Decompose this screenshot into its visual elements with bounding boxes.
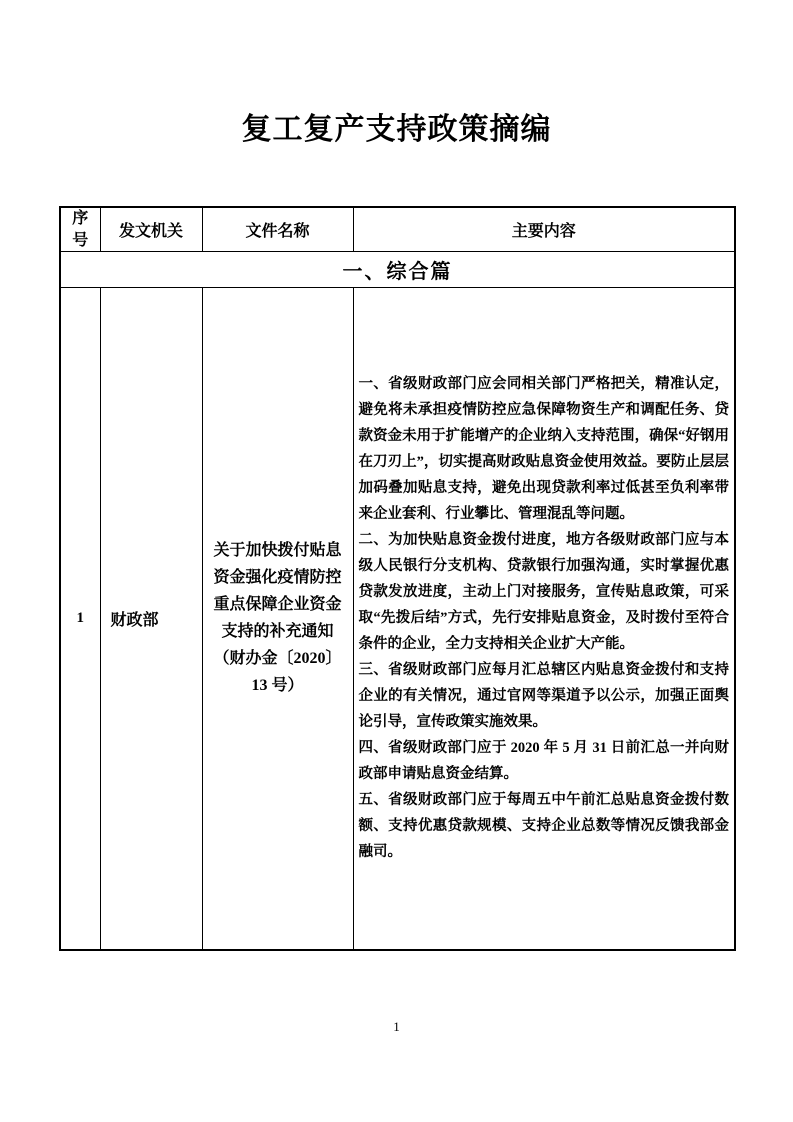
content-paragraph-5: 五、省级财政部门应于每周五中午前汇总贴息资金拨付数额、支持优惠贷款规模、支持企业总数等情况反馈我部金融司。 xyxy=(358,792,729,861)
content-paragraph-1: 一、省级财政部门应会同相关部门严格把关，精准认定，避免将未承担疫情防控应急保障物资生产和调配任务、贷款资金未用于扩能增产的企业纳入支持范围，确保“好钢用在刀刃上”，切实提高财政贴息资金使用效益。要防止层层加码叠加贴息支持，避免出现贷款利率过低甚至负利率带来企业套利、行业攀比、管理混乱等问题。 xyxy=(358,376,729,523)
row-agency: 财政部 xyxy=(100,288,202,950)
table-header-row xyxy=(60,207,735,252)
policy-table xyxy=(59,206,736,951)
page-title: 复工复产支持政策摘编 xyxy=(241,113,552,146)
content-paragraph-4: 四、省级财政部门应于 2020 年 5 月 31 日前汇总一并向财政部申请贴息资金结算。 xyxy=(358,740,729,783)
row-seq: 1 xyxy=(60,288,100,950)
content-paragraphs xyxy=(359,371,730,865)
section-row xyxy=(60,252,735,288)
content-paragraph-2: 二、为加快贴息资金拨付进度，地方各级财政部门应与本级人民银行分支机构、贷款银行加强沟通，实时掌握优惠贷款发放进度，主动上门对接服务，宣传贴息政策，可采取“先拨后结”方式，先行安排贴息资金，及时拨付至符合条件的企业，全力支持相关企业扩大产能。 xyxy=(358,532,729,653)
column-header-doc-title: 文件名称 xyxy=(202,207,353,252)
column-header-agency: 发文机关 xyxy=(100,207,202,252)
column-header-seq-label: 序号 xyxy=(72,210,89,249)
column-header-seq xyxy=(60,207,100,252)
row-doc-title: 关于加快拨付贴息资金强化疫情防控重点保障企业资金支持的补充通知（财办金〔2020〕13 号） xyxy=(202,288,353,950)
page-number: 1 xyxy=(393,1019,400,1034)
section-title: 一、综合篇 xyxy=(60,252,735,288)
content-paragraph-3: 三、省级财政部门应每月汇总辖区内贴息资金拨付和支持企业的有关情况，通过官网等渠道予以公示，加强正面舆论引导，宣传政策实施效果。 xyxy=(358,662,729,731)
column-header-main-content: 主要内容 xyxy=(353,207,735,252)
row-main-content xyxy=(353,288,735,950)
table-row xyxy=(60,288,735,950)
